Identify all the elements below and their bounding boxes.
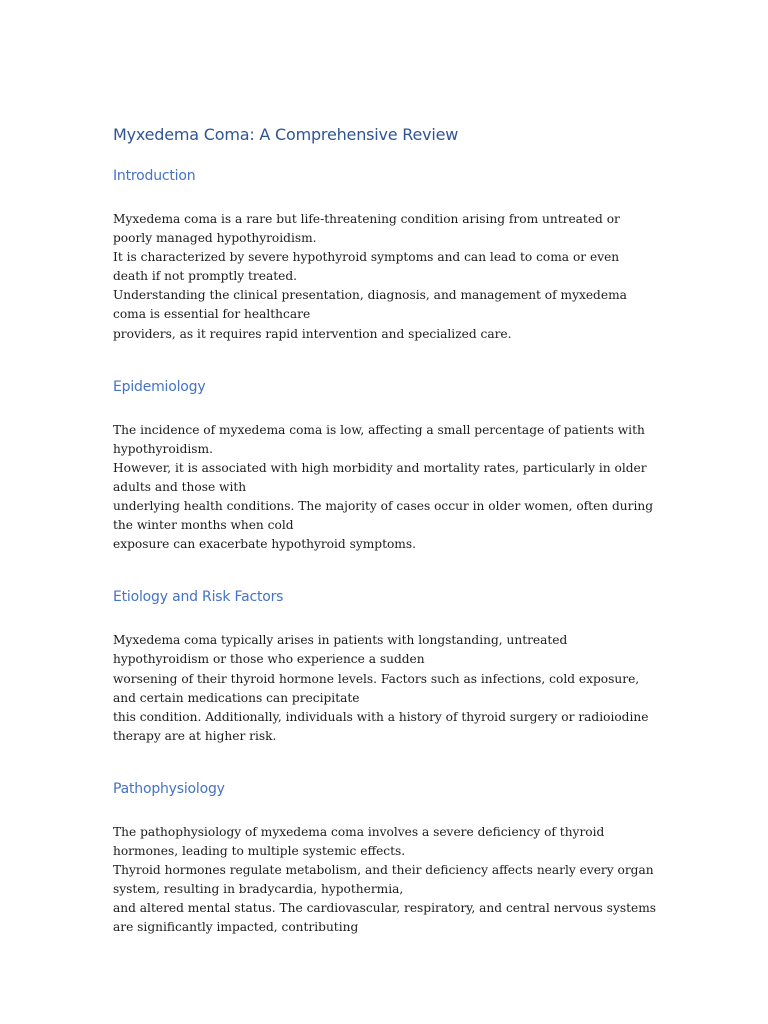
paragraph-line: It is characterized by severe hypothyroid symptoms and can lead to coma or even death if not promptly treated. xyxy=(113,250,620,284)
paragraph-line: providers, as it requires rapid intervention and specialized care. xyxy=(113,326,512,341)
paragraph-line: and altered mental status. The cardiovascular, respiratory, and central nervous systems are significantly impacted, contributing xyxy=(113,901,657,935)
section-etiology xyxy=(113,585,658,746)
section-heading: Pathophysiology xyxy=(113,780,225,797)
section-heading: Introduction xyxy=(113,168,196,184)
paragraph-line: Myxedema coma is a rare but life-threatening condition arising from untreated or poorly managed hypothyroidism. xyxy=(113,212,620,246)
document-body xyxy=(113,122,658,937)
paragraph-line: Thyroid hormones regulate metabolism, and their deficiency affects nearly every organ system, resulting in bradycardia, hypothermia, xyxy=(113,863,654,897)
section-epidemiology xyxy=(113,375,658,555)
paragraph-line: The pathophysiology of myxedema coma involves a severe deficiency of thyroid hormones, leading to multiple systemic effects. xyxy=(113,824,605,858)
section-paragraph xyxy=(113,210,658,344)
paragraph-line: worsening of their thyroid hormone levels. Factors such as infections, cold exposure, and certain medications can precipitate xyxy=(113,671,640,705)
section-heading: Epidemiology xyxy=(113,378,206,395)
paragraph-line: The incidence of myxedema coma is low, affecting a small percentage of patients with hypothyroidism. xyxy=(113,422,645,456)
section-paragraph xyxy=(113,823,658,938)
paragraph-line: Understanding the clinical presentation, diagnosis, and management of myxedema coma is essential for healthcare xyxy=(113,288,627,322)
paragraph-line: exposure can exacerbate hypothyroid symptoms. xyxy=(113,537,416,552)
document-title: Myxedema Coma: A Comprehensive Review xyxy=(113,125,459,144)
section-pathophysiology xyxy=(113,777,658,938)
section-heading: Etiology and Risk Factors xyxy=(113,589,284,606)
section-introduction xyxy=(113,164,658,344)
paragraph-line: underlying health conditions. The majority of cases occur in older women, often during the winter months when cold xyxy=(113,499,654,533)
paragraph-line: However, it is associated with high morbidity and mortality rates, particularly in older adults and those with xyxy=(113,460,647,494)
section-paragraph xyxy=(113,421,658,555)
paragraph-line: this condition. Additionally, individuals with a history of thyroid surgery or radioiodine therapy are at higher risk. xyxy=(113,709,649,743)
section-paragraph xyxy=(113,631,658,746)
paragraph-line: Myxedema coma typically arises in patients with longstanding, untreated hypothyroidism or those who experience a sudden xyxy=(113,633,568,667)
